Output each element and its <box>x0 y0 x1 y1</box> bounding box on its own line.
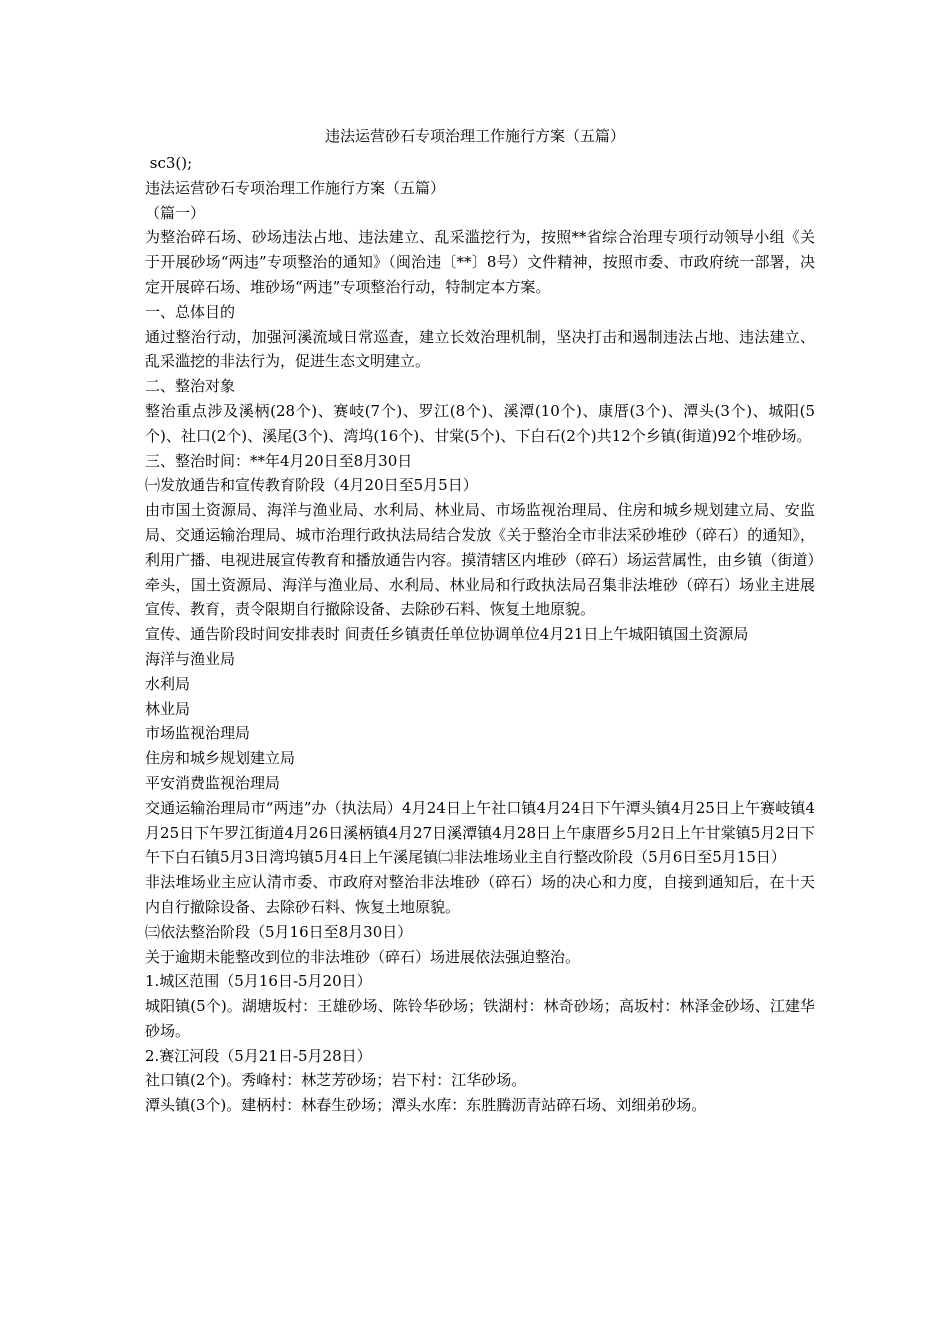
phase-one-heading: ㈠发放通告和宣传教育阶段（4月20日至5月5日） <box>145 476 478 495</box>
range-two-heading: 2.赛江河段（5月21日-5月28日） <box>145 1046 372 1065</box>
schedule-unit: 水利局 <box>145 674 191 693</box>
targets-paragraph: 整治重点涉及溪柄(28个)、赛岐(7个)、罗江(8个)、溪潭(10个)、康厝(3个)、潭头(3个)、城阳(5个)、社口(2个)、溪尾(3个)、湾坞(16个)、甘棠(5个)、下白石(2个)共12个乡镇(街道)92个堆砂场。 <box>145 401 815 445</box>
section-marker: （篇一） <box>145 203 206 222</box>
intro-paragraph: 为整治碎石场、砂场违法占地、违法建立、乱采滥挖行为，按照**省综合治理专项行动领导小组《关于开展砂场“两违”专项整治的通知》（闽治违〔**〕8号）文件精神，按照市委、市政府统一部署，决定开展碎石场、堆砂场“两违”专项整治行动，特制定本方案。 <box>145 228 815 296</box>
subtitle: 违法运营砂石专项治理工作施行方案（五篇） <box>145 178 446 197</box>
script-line: sc3(); <box>145 154 193 172</box>
goal-paragraph: 通过整治行动，加强河溪流域日常巡查，建立长效治理机制，坚决打击和遏制违法占地、违法建立、乱采滥挖的非法行为，促进生态文明建立。 <box>145 327 815 371</box>
range-two-item: 社口镇(2个)。秀峰村：林芝芳砂场；岩下村：江华砂场。 <box>145 1071 527 1090</box>
phase-two-paragraph: 非法堆场业主应认清市委、市政府对整治非法堆砂（碎石）场的决心和力度，自接到通知后，在十天内自行撤除设备、去除砂石料、恢复土地原貌。 <box>145 873 815 916</box>
schedule-unit: 市场监视治理局 <box>145 724 251 743</box>
schedule-unit: 海洋与渔业局 <box>145 649 236 668</box>
document-body <box>145 151 815 1118</box>
schedule-line: 宣传、通告阶段时间安排表时 间责任乡镇责任单位协调单位4月21日上午城阳镇国土资源局 <box>145 625 749 644</box>
range-two-item: 潭头镇(3个)。建柄村：林春生砂场；潭头水库：东胜腾沥青站碎石场、刘细弟砂场。 <box>145 1096 707 1115</box>
heading-time: 三、整治时间：**年4月20日至8月30日 <box>145 451 413 470</box>
heading-goal: 一、总体目的 <box>145 302 236 321</box>
document-title: 违法运营砂石专项治理工作施行方案（五篇） <box>324 127 625 145</box>
phase-three-paragraph: 关于逾期未能整改到位的非法堆砂（碎石）场进展依法强迫整治。 <box>145 947 581 966</box>
schedule-unit: 平安消费监视治理局 <box>145 773 281 792</box>
schedule-detail-paragraph: 交通运输治理局市“两违”办（执法局）4月24日上午社口镇4月24日下午潭头镇4月25日上午赛岐镇4月25日下午罗江街道4月26日溪柄镇4月27日溪潭镇4月28日上午康厝乡5月2日上午甘棠镇5月2日下午下白石镇5月3日湾坞镇5月4日上午溪尾镇㈡非法堆场业主自行整改阶段（5月6日至5月15日） <box>145 798 815 867</box>
phase-one-paragraph: 由市国土资源局、海洋与渔业局、水利局、林业局、市场监视治理局、住房和城乡规划建立局、安监局、交通运输治理局、城市治理行政执法局结合发放《关于整治全市非法采砂堆砂（碎石）的通知》，利用广播、电视进展宣传教育和播放通告内容。摸清辖区内堆砂（碎石）场运营属性，由乡镇（街道）牵头，国土资源局、海洋与渔业局、水利局、林业局和行政执法局召集非法堆砂（碎石）场业主进展宣传、教育，责令限期自行撤除设备、去除砂石料、恢复土地原貌。 <box>145 501 815 619</box>
phase-three-heading: ㈢依法整治阶段（5月16日至8月30日） <box>145 922 413 941</box>
schedule-unit: 住房和城乡规划建立局 <box>145 749 296 768</box>
heading-targets: 二、整治对象 <box>145 377 236 396</box>
range-one-heading: 1.城区范围（5月16日-5月20日） <box>145 972 372 991</box>
range-one-paragraph: 城阳镇(5个)。湖塘坂村：王雄砂场、陈铃华砂场；铁湖村：林奇砂场；高坂村：林泽金砂场、江建华砂场。 <box>145 997 815 1040</box>
schedule-unit: 林业局 <box>145 699 191 718</box>
